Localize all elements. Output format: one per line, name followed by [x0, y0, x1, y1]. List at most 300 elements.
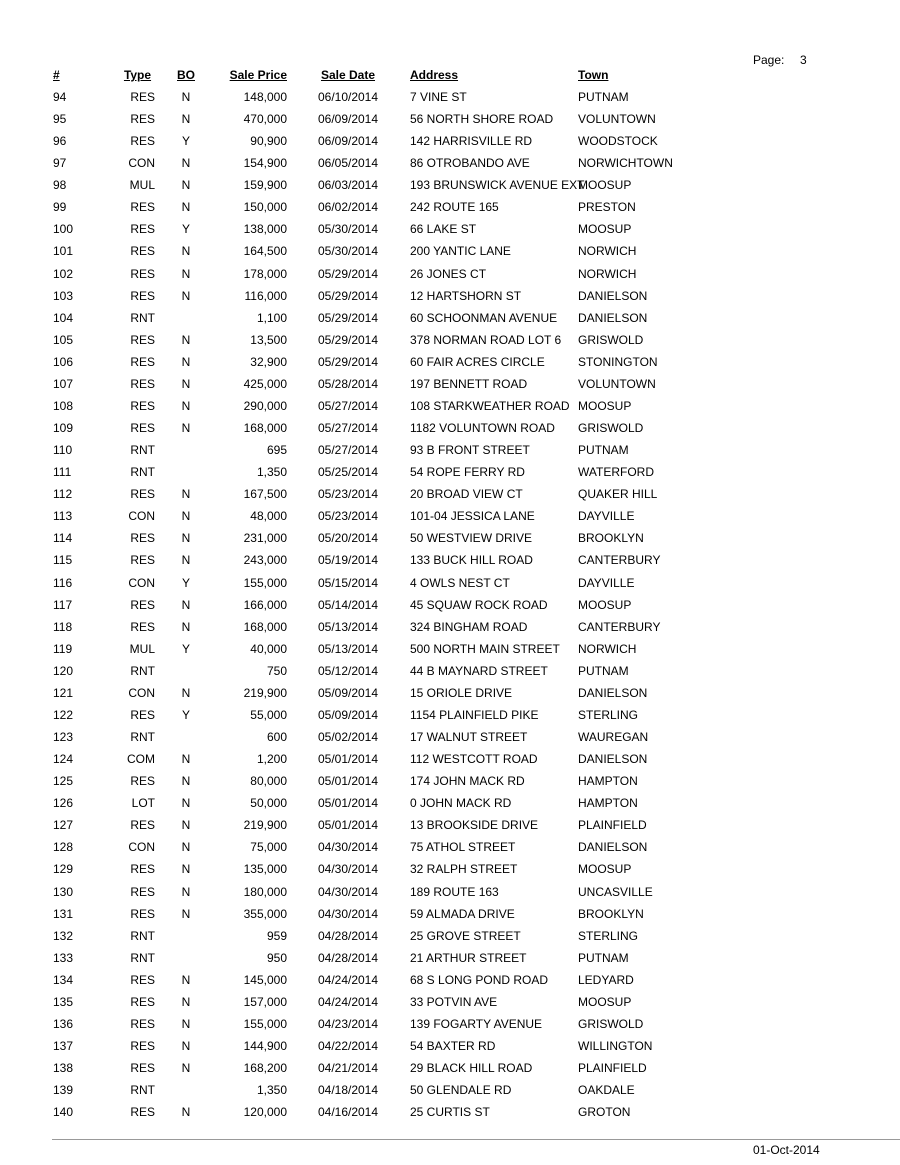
cell-bo: Y	[181, 134, 190, 149]
table-row	[0, 530, 900, 552]
cell-sale-date: 05/29/2014	[317, 332, 379, 347]
cell-type: RES	[130, 1061, 155, 1076]
cell-bo: N	[181, 553, 191, 568]
cell-num: 119	[53, 641, 73, 656]
cell-town: WATERFORD	[578, 465, 654, 480]
cell-num: 133	[53, 950, 74, 965]
cell-town: PUTNAM	[578, 950, 629, 965]
cell-sale-date: 05/29/2014	[317, 266, 379, 281]
table-row	[0, 597, 900, 619]
cell-address: 242 ROUTE 165	[410, 200, 499, 215]
page-label: Page:	[753, 53, 785, 67]
cell-bo: N	[181, 156, 191, 171]
cell-bo: N	[181, 200, 191, 215]
cell-address: 200 YANTIC LANE	[410, 244, 511, 259]
cell-bo: Y	[181, 707, 190, 722]
cell-sale-price: 135,000	[243, 862, 287, 877]
header-address: Address	[410, 68, 459, 82]
cell-bo: N	[181, 906, 191, 921]
table-row	[0, 1060, 900, 1082]
table-row	[0, 89, 900, 111]
cell-bo: N	[181, 752, 191, 767]
cell-address: 324 BINGHAM ROAD	[410, 619, 528, 634]
table-row	[0, 795, 900, 817]
cell-address: 142 HARRISVILLE RD	[410, 134, 533, 149]
cell-type: RES	[130, 421, 155, 436]
cell-type: RES	[130, 222, 155, 237]
cell-address: 7 VINE ST	[410, 90, 467, 104]
cell-bo: N	[181, 1039, 191, 1053]
cell-town: NORWICH	[578, 244, 637, 259]
cell-address: 108 STARKWEATHER ROAD	[410, 398, 570, 413]
cell-address: 21 ARTHUR STREET	[410, 950, 527, 965]
table-row	[0, 508, 900, 530]
cell-sale-date: 04/22/2014	[317, 1039, 379, 1053]
cell-type: RNT	[130, 1083, 155, 1098]
cell-num: 110	[53, 443, 73, 458]
cell-sale-date: 06/03/2014	[317, 178, 379, 193]
cell-town: HAMPTON	[578, 774, 638, 789]
cell-num: 94	[53, 90, 67, 104]
cell-type: RES	[130, 1105, 155, 1120]
cell-sale-date: 05/09/2014	[317, 707, 379, 722]
cell-sale-price: 159,900	[243, 178, 287, 193]
cell-num: 126	[53, 796, 74, 811]
cell-sale-date: 05/29/2014	[317, 288, 379, 303]
cell-address: 68 S LONG POND ROAD	[410, 972, 549, 987]
cell-sale-price: 1,350	[256, 465, 287, 480]
cell-sale-price: 154,900	[243, 156, 287, 171]
cell-sale-price: 90,900	[250, 134, 287, 149]
cell-num: 125	[53, 774, 74, 789]
cell-num: 131	[53, 906, 74, 921]
page-number: 3	[800, 53, 807, 67]
cell-sale-date: 05/29/2014	[317, 310, 379, 325]
table-row	[0, 641, 900, 663]
cell-town: WILLINGTON	[578, 1039, 653, 1053]
cell-bo: N	[181, 994, 191, 1009]
cell-type: RNT	[130, 950, 155, 965]
cell-type: RES	[130, 972, 155, 987]
cell-bo: N	[181, 178, 191, 193]
table-row	[0, 266, 900, 288]
cell-address: 174 JOHN MACK RD	[410, 774, 525, 789]
cell-town: PLAINFIELD	[578, 1061, 647, 1076]
cell-sale-date: 05/02/2014	[317, 730, 379, 745]
cell-town: VOLUNTOWN	[578, 112, 656, 127]
cell-sale-price: 155,000	[243, 1016, 287, 1031]
cell-num: 137	[53, 1039, 74, 1053]
cell-address: 50 WESTVIEW DRIVE	[410, 531, 533, 546]
cell-town: STONINGTON	[578, 354, 658, 369]
cell-type: RES	[130, 398, 155, 413]
cell-type: RNT	[130, 310, 155, 325]
cell-num: 128	[53, 840, 74, 855]
table-row	[0, 552, 900, 574]
cell-num: 114	[53, 531, 73, 546]
cell-address: 25 CURTIS ST	[410, 1105, 490, 1120]
cell-address: 500 NORTH MAIN STREET	[410, 641, 560, 656]
cell-bo: N	[181, 421, 191, 436]
cell-sale-date: 05/20/2014	[317, 531, 379, 546]
cell-num: 104	[53, 310, 74, 325]
cell-type: CON	[128, 509, 155, 524]
cell-sale-price: 1,100	[256, 310, 287, 325]
cell-town: VOLUNTOWN	[578, 376, 656, 391]
cell-address: 1154 PLAINFIELD PIKE	[410, 707, 539, 722]
table-row	[0, 839, 900, 861]
cell-town: DANIELSON	[578, 840, 648, 855]
cell-sale-date: 05/01/2014	[317, 752, 379, 767]
cell-num: 97	[53, 156, 67, 171]
table-row	[0, 928, 900, 950]
table-row	[0, 685, 900, 707]
cell-sale-price: 243,000	[243, 553, 287, 568]
table-row	[0, 420, 900, 442]
cell-sale-price: 600	[266, 730, 287, 745]
cell-sale-price: 750	[266, 663, 287, 678]
cell-type: RES	[130, 531, 155, 546]
cell-type: RNT	[130, 443, 155, 458]
cell-sale-price: 167,500	[243, 487, 287, 502]
cell-sale-price: 425,000	[243, 376, 287, 391]
cell-sale-date: 05/30/2014	[317, 222, 379, 237]
cell-num: 111	[53, 465, 72, 480]
cell-bo: N	[181, 862, 191, 877]
cell-sale-date: 05/01/2014	[317, 818, 379, 833]
cell-num: 101	[53, 244, 74, 259]
cell-sale-price: 231,000	[243, 531, 287, 546]
cell-address: 59 ALMADA DRIVE	[410, 906, 515, 921]
cell-type: MUL	[129, 641, 155, 656]
cell-town: DANIELSON	[578, 752, 648, 767]
cell-num: 124	[53, 752, 74, 767]
cell-sale-price: 166,000	[243, 597, 287, 612]
cell-sale-date: 04/30/2014	[317, 862, 379, 877]
table-row	[0, 884, 900, 906]
cell-sale-price: 148,000	[243, 90, 287, 104]
cell-bo: N	[181, 818, 191, 833]
cell-address: 15 ORIOLE DRIVE	[410, 685, 513, 700]
cell-bo: N	[181, 376, 191, 391]
table-row	[0, 354, 900, 376]
cell-sale-price: 155,000	[243, 575, 287, 590]
cell-sale-date: 05/01/2014	[317, 774, 379, 789]
cell-town: MOOSUP	[578, 222, 632, 237]
cell-address: 75 ATHOL STREET	[410, 840, 516, 855]
cell-sale-date: 05/29/2014	[317, 354, 379, 369]
cell-sale-price: 116,000	[244, 288, 287, 303]
cell-bo: N	[181, 90, 191, 104]
cell-town: NORWICH	[578, 266, 637, 281]
header-sale-date: Sale Date	[320, 68, 376, 82]
cell-address: 44 B MAYNARD STREET	[410, 663, 548, 678]
cell-address: 25 GROVE STREET	[410, 928, 521, 943]
cell-town: NORWICHTOWN	[578, 156, 673, 171]
cell-type: RES	[130, 288, 155, 303]
cell-type: RNT	[130, 465, 155, 480]
cell-sale-date: 05/27/2014	[317, 398, 379, 413]
cell-num: 105	[53, 332, 74, 347]
cell-address: 12 HARTSHORN ST	[410, 288, 522, 303]
cell-address: 86 OTROBANDO AVE	[410, 156, 530, 171]
cell-num: 122	[53, 707, 74, 722]
table-row	[0, 1016, 900, 1038]
cell-address: 33 POTVIN AVE	[410, 994, 498, 1009]
table-row	[0, 133, 900, 155]
cell-bo: N	[181, 1016, 191, 1031]
cell-address: 4 OWLS NEST CT	[410, 575, 510, 590]
cell-sale-date: 06/05/2014	[317, 156, 379, 171]
table-row	[0, 111, 900, 133]
cell-type: RES	[130, 134, 155, 149]
cell-bo: N	[181, 244, 191, 259]
table-row	[0, 376, 900, 398]
cell-address: 50 GLENDALE RD	[410, 1083, 512, 1098]
cell-bo: N	[181, 112, 191, 127]
cell-sale-price: 219,900	[243, 818, 287, 833]
cell-town: MOOSUP	[578, 178, 632, 193]
cell-sale-date: 04/30/2014	[317, 906, 379, 921]
cell-num: 107	[53, 376, 74, 391]
cell-sale-price: 157,000	[243, 994, 287, 1009]
cell-sale-date: 04/28/2014	[317, 950, 379, 965]
cell-town: STERLING	[578, 928, 639, 943]
header-sale-price: Sale Price	[229, 68, 287, 82]
cell-bo: N	[181, 774, 191, 789]
cell-sale-price: 145,000	[243, 972, 287, 987]
cell-type: RES	[130, 487, 155, 502]
cell-type: RES	[130, 597, 155, 612]
cell-type: RNT	[130, 730, 155, 745]
cell-town: PUTNAM	[578, 90, 629, 104]
table-row	[0, 310, 900, 332]
cell-address: 56 NORTH SHORE ROAD	[410, 112, 554, 127]
cell-bo: N	[181, 531, 191, 546]
cell-bo: N	[181, 288, 191, 303]
cell-type: MUL	[129, 178, 155, 193]
cell-bo: N	[181, 1061, 191, 1076]
cell-num: 100	[53, 222, 74, 237]
cell-sale-date: 05/23/2014	[317, 487, 379, 502]
cell-address: 189 ROUTE 163	[410, 884, 499, 899]
cell-type: RES	[130, 354, 155, 369]
cell-type: RES	[130, 994, 155, 1009]
cell-type: RES	[130, 376, 155, 391]
cell-sale-date: 04/23/2014	[317, 1016, 379, 1031]
cell-num: 106	[53, 354, 74, 369]
cell-address: 45 SQUAW ROCK ROAD	[410, 597, 548, 612]
cell-sale-price: 55,000	[250, 707, 287, 722]
cell-num: 121	[53, 685, 74, 700]
cell-bo: N	[181, 972, 191, 987]
cell-bo: N	[181, 487, 191, 502]
cell-sale-date: 06/09/2014	[317, 112, 379, 127]
table-row	[0, 773, 900, 795]
cell-sale-date: 05/13/2014	[317, 619, 379, 634]
cell-town: NORWICH	[578, 641, 637, 656]
cell-town: GRISWOLD	[578, 421, 644, 436]
cell-num: 103	[53, 288, 74, 303]
cell-sale-price: 1,200	[256, 752, 287, 767]
cell-num: 136	[53, 1016, 74, 1031]
cell-sale-price: 48,000	[250, 509, 287, 524]
cell-sale-price: 470,000	[243, 112, 287, 127]
cell-type: RES	[130, 200, 155, 215]
cell-sale-date: 04/30/2014	[317, 840, 379, 855]
cell-type: RES	[130, 266, 155, 281]
cell-sale-price: 120,000	[243, 1105, 287, 1120]
cell-address: 197 BENNETT ROAD	[410, 376, 528, 391]
cell-town: BROOKLYN	[578, 531, 644, 546]
cell-town: OAKDALE	[578, 1083, 635, 1098]
cell-sale-price: 959	[266, 928, 287, 943]
cell-town: HAMPTON	[578, 796, 638, 811]
cell-num: 138	[53, 1061, 74, 1076]
cell-num: 139	[53, 1083, 74, 1098]
cell-address: 60 SCHOONMAN AVENUE	[410, 310, 558, 325]
cell-type: CON	[128, 156, 155, 171]
cell-town: GRISWOLD	[578, 1016, 644, 1031]
table-row	[0, 486, 900, 508]
table-row	[0, 729, 900, 751]
cell-address: 139 FOGARTY AVENUE	[410, 1016, 543, 1031]
cell-town: PRESTON	[578, 200, 636, 215]
cell-num: 109	[53, 421, 74, 436]
cell-sale-date: 05/27/2014	[317, 421, 379, 436]
cell-address: 29 BLACK HILL ROAD	[410, 1061, 533, 1076]
cell-town: PUTNAM	[578, 443, 629, 458]
cell-sale-price: 80,000	[250, 774, 287, 789]
table-row	[0, 817, 900, 839]
cell-type: RES	[130, 112, 155, 127]
cell-town: CANTERBURY	[578, 553, 661, 568]
table-row	[0, 1104, 900, 1126]
cell-type: RES	[130, 774, 155, 789]
cell-sale-price: 75,000	[250, 840, 287, 855]
cell-sale-date: 05/12/2014	[317, 663, 379, 678]
cell-num: 115	[53, 553, 73, 568]
cell-bo: N	[181, 619, 191, 634]
cell-num: 116	[53, 575, 73, 590]
cell-address: 17 WALNUT STREET	[410, 730, 528, 745]
cell-type: RES	[130, 818, 155, 833]
cell-type: RES	[130, 619, 155, 634]
cell-sale-price: 50,000	[250, 796, 287, 811]
cell-sale-price: 32,900	[250, 354, 287, 369]
cell-sale-price: 168,000	[243, 421, 287, 436]
header-num: #	[53, 68, 60, 82]
cell-bo: Y	[181, 641, 190, 656]
cell-town: WOODSTOCK	[578, 134, 658, 149]
cell-sale-price: 138,000	[243, 222, 287, 237]
table-row	[0, 221, 900, 243]
cell-sale-date: 04/21/2014	[317, 1061, 379, 1076]
cell-bo: N	[181, 398, 191, 413]
cell-town: CANTERBURY	[578, 619, 661, 634]
header-bo: BO	[177, 68, 195, 82]
cell-sale-date: 05/09/2014	[317, 685, 379, 700]
cell-town: WAUREGAN	[578, 730, 649, 745]
cell-address: 112 WESTCOTT ROAD	[410, 752, 538, 767]
cell-town: PLAINFIELD	[578, 818, 647, 833]
table-row	[0, 950, 900, 972]
cell-sale-date: 04/30/2014	[317, 884, 379, 899]
cell-town: LEDYARD	[578, 972, 634, 987]
cell-address: 1182 VOLUNTOWN ROAD	[410, 421, 555, 436]
cell-sale-price: 178,000	[243, 266, 287, 281]
table-row	[0, 398, 900, 420]
cell-sale-date: 05/13/2014	[317, 641, 379, 656]
footer-divider	[52, 1139, 900, 1140]
cell-address: 93 B FRONT STREET	[410, 443, 530, 458]
cell-town: BROOKLYN	[578, 906, 644, 921]
table-row	[0, 155, 900, 177]
cell-type: CON	[128, 685, 155, 700]
table-row	[0, 288, 900, 310]
cell-town: DAYVILLE	[578, 509, 635, 524]
table-row	[0, 1038, 900, 1060]
cell-sale-date: 05/01/2014	[317, 796, 379, 811]
cell-address: 60 FAIR ACRES CIRCLE	[410, 354, 545, 369]
cell-sale-date: 06/02/2014	[317, 200, 379, 215]
cell-num: 134	[53, 972, 74, 987]
cell-bo: N	[181, 796, 191, 811]
cell-address: 26 JONES CT	[410, 266, 487, 281]
cell-sale-date: 06/09/2014	[317, 134, 379, 149]
cell-sale-price: 355,000	[243, 906, 287, 921]
cell-town: STERLING	[578, 707, 639, 722]
table-row	[0, 442, 900, 464]
footer-date: 01-Oct-2014	[753, 1143, 820, 1157]
cell-town: GROTON	[578, 1105, 631, 1120]
cell-sale-date: 05/15/2014	[317, 575, 379, 590]
cell-address: 133 BUCK HILL ROAD	[410, 553, 533, 568]
cell-num: 99	[53, 200, 67, 215]
table-row	[0, 994, 900, 1016]
cell-bo: N	[181, 354, 191, 369]
cell-sale-date: 06/10/2014	[317, 90, 379, 104]
cell-sale-price: 144,900	[243, 1039, 287, 1053]
cell-town: QUAKER HILL	[578, 487, 658, 502]
cell-type: RES	[130, 1039, 155, 1053]
cell-num: 120	[53, 663, 74, 678]
cell-type: RES	[130, 884, 155, 899]
cell-num: 102	[53, 266, 74, 281]
cell-address: 13 BROOKSIDE DRIVE	[410, 818, 539, 833]
cell-sale-price: 695	[266, 443, 287, 458]
cell-num: 112	[53, 487, 73, 502]
cell-sale-date: 05/25/2014	[317, 465, 379, 480]
cell-sale-date: 04/16/2014	[317, 1105, 379, 1120]
cell-bo: N	[181, 266, 191, 281]
cell-bo: Y	[181, 575, 190, 590]
cell-num: 108	[53, 398, 74, 413]
cell-num: 98	[53, 178, 67, 193]
table-row	[0, 861, 900, 883]
cell-address: 54 BAXTER RD	[410, 1039, 496, 1053]
cell-num: 123	[53, 730, 74, 745]
table-row	[0, 199, 900, 221]
cell-bo: N	[181, 597, 191, 612]
cell-bo: N	[181, 685, 191, 700]
cell-num: 96	[53, 134, 67, 149]
cell-type: RES	[130, 90, 155, 104]
cell-address: 54 ROPE FERRY RD	[410, 465, 525, 480]
cell-num: 127	[53, 818, 74, 833]
cell-sale-date: 05/27/2014	[317, 443, 379, 458]
cell-num: 132	[53, 928, 74, 943]
